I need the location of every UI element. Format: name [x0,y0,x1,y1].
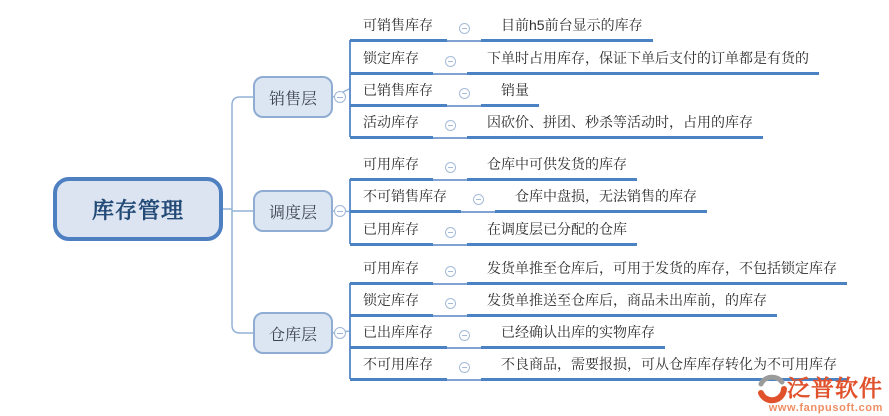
node-term[interactable]: 已用库存 [350,221,433,246]
node-desc[interactable]: 在调度层已分配的仓库 [467,221,637,246]
collapse-icon[interactable] [445,298,456,309]
mindmap-node-row [350,82,539,107]
branch-node-sales-layer[interactable]: 销售层 [253,76,333,118]
icon-box [447,17,481,42]
icon-box [447,324,481,349]
icon-box [433,114,467,139]
branch-node-warehouse-layer[interactable]: 仓库层 [253,312,333,354]
node-desc[interactable]: 不良商品，需要报损，可从仓库库存转化为不可用库存 [481,356,847,381]
node-term[interactable]: 已销售库存 [350,82,447,107]
collapse-icon[interactable] [459,23,470,34]
collapse-icon[interactable] [334,91,346,103]
node-desc[interactable]: 发货单推至仓库后，可用于发货的库存，不包括锁定库存 [467,260,847,285]
node-term[interactable]: 可销售库存 [350,17,447,42]
branch-node-dispatch-layer[interactable]: 调度层 [253,190,333,232]
mindmap-node-row [350,188,707,213]
node-desc[interactable]: 下单时占用库存，保证下单后支付的订单都是有货的 [467,50,819,75]
mindmap-node-row [350,292,777,317]
collapse-icon[interactable] [334,327,346,339]
node-term[interactable]: 已出库库存 [350,324,447,349]
node-term[interactable]: 可用库存 [350,260,433,285]
watermark-url: www.fanpusoft.com [768,402,883,414]
icon-box [433,50,467,75]
node-term[interactable]: 不可用库存 [350,356,447,381]
collapse-icon[interactable] [445,120,456,131]
node-desc[interactable]: 已经确认出库的实物库存 [481,324,665,349]
node-desc[interactable]: 发货单推送至仓库后，商品未出库前，的库存 [467,292,777,317]
mindmap-node-row [350,156,637,181]
watermark-brand: 泛普软件 [787,375,883,402]
collapse-icon[interactable] [334,205,346,217]
fanpu-logo-icon [757,374,787,404]
root-node[interactable]: 库存管理 [53,177,223,241]
node-desc[interactable]: 销量 [481,82,539,107]
mindmap-node-row [350,114,763,139]
mindmap-node-row [350,324,665,349]
collapse-icon[interactable] [445,56,456,67]
collapse-icon[interactable] [445,227,456,238]
node-desc[interactable]: 仓库中盘损，无法销售的库存 [495,188,707,213]
node-term[interactable]: 锁定库存 [350,292,433,317]
node-desc[interactable]: 目前h5前台显示的库存 [481,17,653,42]
node-term[interactable]: 活动库存 [350,114,433,139]
mindmap-node-row [350,221,637,246]
collapse-icon[interactable] [473,194,484,205]
mindmap-node-row [350,50,819,75]
icon-box [447,82,481,107]
mindmap-node-row [350,260,847,285]
node-term[interactable]: 可用库存 [350,156,433,181]
icon-box [461,188,495,213]
node-desc[interactable]: 仓库中可供发货的库存 [467,156,637,181]
mindmap-node-row [350,17,653,42]
icon-box [433,156,467,181]
icon-box [433,292,467,317]
collapse-icon[interactable] [459,88,470,99]
node-term[interactable]: 锁定库存 [350,50,433,75]
watermark [757,374,883,414]
icon-box [447,356,481,381]
node-desc[interactable]: 因砍价、拼团、秒杀等活动时，占用的库存 [467,114,763,139]
icon-box [433,260,467,285]
watermark-brand-row [757,374,883,404]
collapse-icon[interactable] [445,266,456,277]
node-term[interactable]: 不可销售库存 [350,188,461,213]
collapse-icon[interactable] [445,162,456,173]
collapse-icon[interactable] [459,362,470,373]
collapse-icon[interactable] [459,330,470,341]
icon-box [433,221,467,246]
